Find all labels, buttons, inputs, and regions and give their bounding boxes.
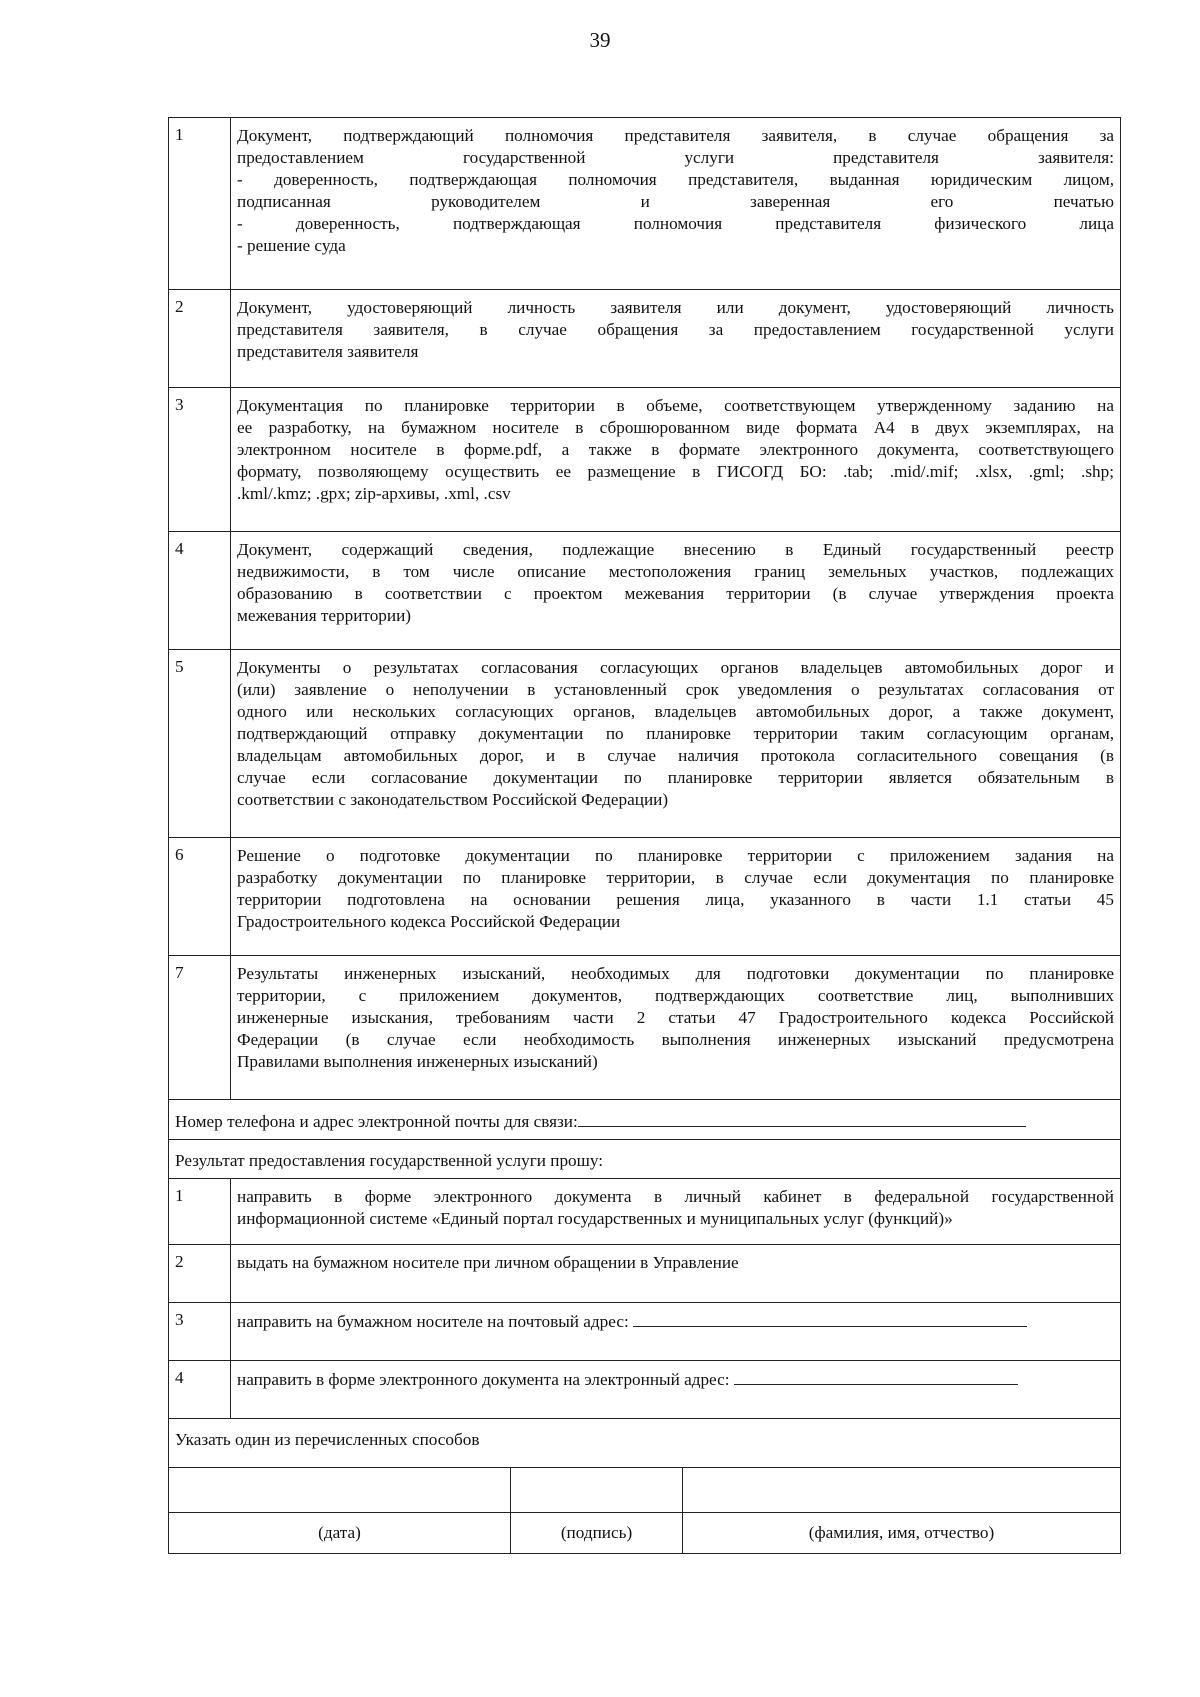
document-text-line: разработку документации по планировке территории, в случае если документация по планировке [237, 868, 1114, 887]
contact-cell[interactable] [169, 1100, 1121, 1140]
document-text-line: .kml/.kmz; .gpx; zip-архивы, .xml, .csv [237, 484, 511, 503]
document-text-line: Документ, подтверждающий полномочия представителя заявителя, в случае обращения за [237, 126, 1114, 145]
result-option-text [231, 1179, 1121, 1245]
document-text-line: формату, позволяющему осуществить ее размещение в ГИСОГД БО: .tab; .mid/.mif; .xlsx, .gml; .shp; [237, 462, 1114, 481]
signature-entry-cell[interactable] [511, 1468, 683, 1513]
document-text-line: Документы о результатах согласования согласующих органов владельцев автомобильных дорог и [237, 658, 1114, 677]
document-text-line: Решение о подготовке документации по планировке территории с приложением задания на [237, 846, 1114, 865]
document-text [231, 118, 1121, 290]
document-text-line: Правилами выполнения инженерных изысканий) [237, 1052, 598, 1071]
result-option-text-line: направить в форме электронного документа в личный кабинет в федеральной государственной [237, 1187, 1114, 1206]
result-option-row [169, 1179, 1121, 1245]
document-text [231, 956, 1121, 1100]
document-row [169, 290, 1121, 388]
page-number: 39 [589, 28, 611, 52]
full-name-entry-cell[interactable] [683, 1468, 1121, 1513]
document-list [169, 118, 1121, 1100]
document-text-line: подписанная руководителем и заверенная его печатью [237, 192, 1114, 211]
result-option-text-line: выдать на бумажном носителе при личном обращении в Управление [237, 1253, 739, 1272]
document-text-line: (или) заявление о неполучении в установленный срок уведомления о результатах согласования от [237, 680, 1114, 699]
document-text-line: территории подготовлена на основании решения лица, указанного в части 1.1 статьи 45 [237, 890, 1114, 909]
document-text-line: одного или нескольких согласующих органов, владельцев автомобильных дорог, а также документ, [237, 702, 1114, 721]
date-label: (дата) [169, 1513, 511, 1554]
document-text-line: межевания территории) [237, 606, 412, 625]
result-option-row [169, 1245, 1121, 1303]
document-text-line: - доверенность, подтверждающая полномочия представителя физического лица [237, 214, 1114, 233]
application-form-table [168, 117, 1121, 1554]
choose-one-row [169, 1419, 1121, 1468]
result-heading-row [169, 1140, 1121, 1179]
document-text [231, 388, 1121, 532]
document-row [169, 956, 1121, 1100]
result-option-address-fill-line[interactable] [734, 1368, 1018, 1385]
document-text-line: представителя заявителя, в случае обращения за предоставлением государственной услуги [237, 320, 1114, 339]
result-option-text [231, 1245, 1121, 1303]
document-text-line: - решение суда [237, 236, 346, 255]
document-text [231, 290, 1121, 388]
document-text-line: образованию в соответствии с проектом межевания территории (в случае утверждения проекта [237, 584, 1114, 603]
document-text-line: подтверждающий отправку документации по планировке территории таким согласующим органам, [237, 724, 1114, 743]
result-option-number: 4 [169, 1361, 231, 1419]
document-text-line: недвижимости, в том числе описание местоположения границ земельных участков, подлежащих [237, 562, 1114, 581]
result-option-text-line: направить в форме электронного документа на электронный адрес: [237, 1370, 730, 1389]
document-text-line: Документ, удостоверяющий личность заявителя или документ, удостоверяющий личность [237, 298, 1114, 317]
result-option-row [169, 1303, 1121, 1361]
document-number: 1 [169, 118, 231, 290]
document-number: 6 [169, 838, 231, 956]
document-text [231, 532, 1121, 650]
document-text-line: соответствии с законодательством Российской Федерации) [237, 790, 669, 809]
document-number: 7 [169, 956, 231, 1100]
document-row [169, 532, 1121, 650]
document-text-line: - доверенность, подтверждающая полномочия представителя, выданная юридическим лицом, [237, 170, 1114, 189]
signature-entry-row [169, 1468, 1121, 1513]
document-row [169, 118, 1121, 290]
document-number: 3 [169, 388, 231, 532]
result-heading: Результат предоставления государственной услуги прошу: [169, 1140, 1121, 1179]
contact-fill-line[interactable] [578, 1110, 1026, 1127]
result-option-line-with-fill [237, 1310, 1114, 1333]
document-text-line: представителя заявителя [237, 342, 419, 361]
document-text-line: ее разработку, на бумажном носителе в сброшюрованном виде формата А4 в двух экземплярах, на [237, 418, 1114, 437]
document-text [231, 650, 1121, 838]
document-text-line: предоставлением государственной услуги представителя заявителя: [237, 148, 1114, 167]
result-option-text-line: информационной системе «Единый портал государственных и муниципальных услуг (функций)» [237, 1209, 953, 1228]
result-option-number: 2 [169, 1245, 231, 1303]
result-option-text [231, 1361, 1121, 1419]
document-text-line: случае если согласование документации по планировке территории является обязательным в [237, 768, 1114, 787]
document-number: 4 [169, 532, 231, 650]
choose-one-note: Указать один из перечисленных способов [169, 1419, 1121, 1468]
date-entry-cell[interactable] [169, 1468, 511, 1513]
document-row [169, 388, 1121, 532]
contact-label: Номер телефона и адрес электронной почты для связи: [175, 1112, 578, 1131]
signature-labels-row [169, 1513, 1121, 1554]
document-text-line: Результаты инженерных изысканий, необходимых для подготовки документации по планировке [237, 964, 1114, 983]
result-option-text [231, 1303, 1121, 1361]
result-options-list [169, 1179, 1121, 1419]
contact-row [169, 1100, 1121, 1140]
document-text-line: владельцам автомобильных дорог, и в случае наличия протокола согласительного совещания (в [237, 746, 1114, 765]
document-text-line: Документация по планировке территории в объеме, соответствующем утвержденному заданию на [237, 396, 1114, 415]
document-row [169, 838, 1121, 956]
result-option-row [169, 1361, 1121, 1419]
result-option-text-line: направить на бумажном носителе на почтовый адрес: [237, 1312, 629, 1331]
document-number: 2 [169, 290, 231, 388]
document-text-line: Федерации (в случае если необходимость выполнения инженерных изысканий предусмотрена [237, 1030, 1114, 1049]
signature-label: (подпись) [511, 1513, 683, 1554]
document-text-line: Градостроительного кодекса Российской Федерации [237, 912, 621, 931]
document-row [169, 650, 1121, 838]
result-option-number: 3 [169, 1303, 231, 1361]
result-option-line-with-fill [237, 1368, 1114, 1391]
result-option-number: 1 [169, 1179, 231, 1245]
result-option-address-fill-line[interactable] [633, 1310, 1027, 1327]
full-name-label: (фамилия, имя, отчество) [683, 1513, 1121, 1554]
document-text-line: электронном носителе в форме.pdf, а также в формате электронного документа, соответствующего [237, 440, 1114, 459]
document-text-line: территории, с приложением документов, подтверждающих соответствие лиц, выполнивших [237, 986, 1114, 1005]
document-text [231, 838, 1121, 956]
document-text-line: Документ, содержащий сведения, подлежащие внесению в Единый государственный реестр [237, 540, 1114, 559]
document-text-line: инженерные изыскания, требованиям части 2 статьи 47 Градостроительного кодекса Российской [237, 1008, 1114, 1027]
document-number: 5 [169, 650, 231, 838]
